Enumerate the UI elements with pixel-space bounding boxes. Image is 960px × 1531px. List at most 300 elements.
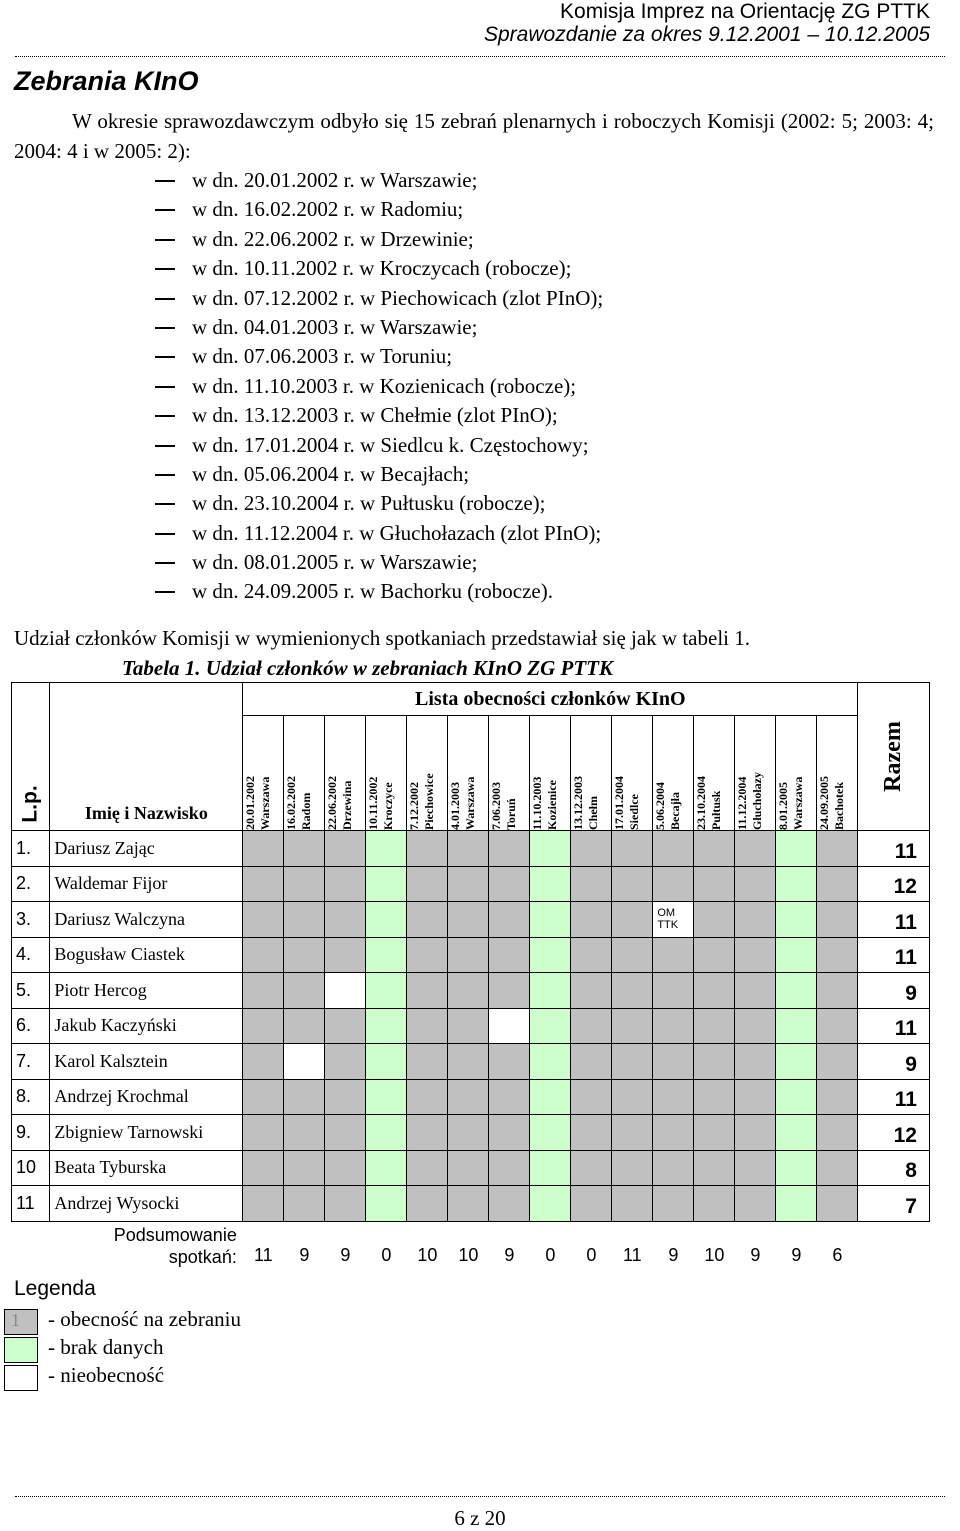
date-label: 8.01.2005	[776, 782, 791, 830]
summary-value: 10	[458, 1244, 479, 1265]
summary-value: 9	[668, 1244, 679, 1265]
meeting-item	[0, 577, 603, 606]
meeting-text: w dn. 16.02.2002 r. w Radomiu;	[192, 197, 464, 222]
place-label: Pułtusk	[709, 790, 724, 830]
summary-value: 6	[832, 1244, 843, 1265]
attendance-cell	[530, 937, 571, 973]
meeting-item	[0, 166, 603, 195]
member-name: Andrzej Wysocki	[50, 1186, 243, 1222]
attendance-cell	[407, 1008, 448, 1044]
meeting-item	[0, 284, 603, 313]
attendance-cell	[776, 973, 817, 1009]
attendance-cell	[817, 1186, 858, 1222]
row-number: 5.	[12, 973, 50, 1009]
attendance-cell	[571, 1008, 612, 1044]
attendance-cell	[325, 866, 366, 902]
date-label: 10.11.2002	[366, 776, 381, 830]
attendance-cell	[817, 866, 858, 902]
date-header	[735, 716, 776, 831]
attendance-cell	[612, 1079, 653, 1115]
attendance-cell	[489, 831, 530, 867]
meeting-text: w dn. 08.01.2005 r. w Warszawie;	[192, 550, 478, 575]
attendance-cell	[571, 1079, 612, 1115]
row-total: 9	[858, 973, 930, 1009]
meeting-text: w dn. 04.01.2003 r. w Warszawie;	[192, 314, 478, 339]
table-caption: Tabela 1. Udział członków w zebraniach KInO ZG PTTK	[122, 656, 614, 680]
attendance-cell	[243, 902, 284, 938]
attendance-cell	[776, 1186, 817, 1222]
attendance-cell	[243, 1008, 284, 1044]
attendance-cell	[284, 1044, 325, 1080]
section-title: Zebrania KInO	[14, 66, 199, 96]
attendance-cell	[366, 1079, 407, 1115]
attendance-cell	[776, 1115, 817, 1151]
date-header	[817, 716, 858, 831]
attendance-cell	[243, 831, 284, 867]
summary-value: 11	[253, 1244, 273, 1265]
attendance-cell	[653, 1186, 694, 1222]
place-label: Chełm	[586, 796, 601, 830]
intro-text: W okresie sprawozdawczym odbyło się 15 zebrań plenarnych i roboczych Komisji (2002: 5; 2003: 4; 2004: 4 i w 2005: 2):	[14, 109, 934, 163]
table-row	[12, 1150, 930, 1186]
attendance-table	[11, 682, 930, 1268]
dash-bullet	[155, 298, 175, 300]
attendance-cell	[653, 1150, 694, 1186]
attendance-cell	[284, 1008, 325, 1044]
attendance-cell	[366, 902, 407, 938]
meeting-item	[0, 548, 603, 577]
header-divider	[15, 56, 945, 57]
row-number: 7.	[12, 1044, 50, 1080]
row-number: 3.	[12, 902, 50, 938]
attendance-cell	[366, 1044, 407, 1080]
header-org: Komisja Imprez na Orientację ZG PTTK	[560, 0, 930, 23]
attendance-cell	[448, 831, 489, 867]
dash-bullet	[155, 562, 175, 564]
attendance-cell	[325, 1044, 366, 1080]
member-name: Waldemar Fijor	[50, 866, 243, 902]
attendance-cell	[448, 902, 489, 938]
attendance-cell	[735, 973, 776, 1009]
attendance-cell	[530, 831, 571, 867]
summary-value: 0	[545, 1244, 556, 1265]
attendance-cell	[694, 1186, 735, 1222]
row-total: 11	[858, 902, 930, 938]
attendance-cell	[571, 866, 612, 902]
date-header	[325, 716, 366, 831]
attendance-cell	[612, 1150, 653, 1186]
meeting-item	[0, 195, 603, 224]
attendance-cell	[571, 1044, 612, 1080]
attendance-cell	[489, 1150, 530, 1186]
dash-bullet	[155, 268, 175, 270]
meeting-text: w dn. 23.10.2004 r. w Pułtusku (robocze);	[192, 491, 546, 516]
dash-bullet	[155, 533, 175, 535]
place-label: Bachotek	[832, 782, 847, 830]
attendance-cell	[448, 1008, 489, 1044]
summary-value: 9	[340, 1244, 351, 1265]
legend	[11, 1277, 241, 1391]
row-total: 11	[858, 1079, 930, 1115]
date-label: 16.02.2002	[284, 776, 299, 830]
row-number: 10	[12, 1150, 50, 1186]
place-label: Kroczyce	[381, 782, 396, 830]
legend-present	[11, 1307, 241, 1335]
meeting-item	[0, 254, 603, 283]
attendance-cell	[366, 831, 407, 867]
legend-title: Legenda	[14, 1277, 96, 1300]
meeting-text: w dn. 10.11.2002 r. w Kroczycach (robocze);	[192, 256, 572, 281]
attendance-cell	[735, 902, 776, 938]
legend-nodata-swatch	[4, 1337, 38, 1363]
date-label: 7.06.2003	[489, 782, 504, 830]
attendance-cell	[612, 937, 653, 973]
attendance-cell	[530, 1115, 571, 1151]
attendance-cell	[366, 1150, 407, 1186]
date-header	[694, 716, 735, 831]
dash-bullet	[155, 591, 175, 593]
row-total: 11	[858, 937, 930, 973]
attendance-cell	[817, 1044, 858, 1080]
attendance-cell	[366, 937, 407, 973]
row-total: 7	[858, 1186, 930, 1222]
meeting-item	[0, 401, 603, 430]
attendance-cell	[571, 902, 612, 938]
meeting-item	[0, 431, 603, 460]
summary-value: 9	[504, 1244, 515, 1265]
attendance-cell	[284, 1079, 325, 1115]
attendance-cell	[735, 866, 776, 902]
attendance-cell	[489, 1008, 530, 1044]
attendance-cell	[284, 1115, 325, 1151]
attendance-cell	[817, 1115, 858, 1151]
attendance-cell	[776, 1044, 817, 1080]
attendance-cell	[571, 973, 612, 1009]
meetings-list	[0, 166, 603, 607]
row-total: 9	[858, 1044, 930, 1080]
table-row	[12, 866, 930, 902]
summary-value: 10	[704, 1244, 725, 1265]
summary-label-line2: spotkań:	[168, 1246, 237, 1267]
member-name: Karol Kalsztein	[50, 1044, 243, 1080]
attendance-cell	[612, 973, 653, 1009]
legend-nodata-label: - brak danych	[48, 1335, 164, 1359]
attendance-cell	[776, 1150, 817, 1186]
lista-header: Lista obecności członków KInO	[243, 683, 858, 716]
attendance-cell	[407, 1186, 448, 1222]
date-label: 20.01.2002	[243, 776, 258, 830]
attendance-cell	[735, 1186, 776, 1222]
attendance-cell	[571, 1115, 612, 1151]
attendance-cell	[653, 1008, 694, 1044]
attendance-cell	[448, 937, 489, 973]
attendance-cell	[448, 1079, 489, 1115]
attendance-cell	[325, 973, 366, 1009]
attendance-cell	[571, 1186, 612, 1222]
member-name: Jakub Kaczyński	[50, 1008, 243, 1044]
legend-present-label: - obecność na zebraniu	[48, 1307, 241, 1331]
row-number: 11	[12, 1186, 50, 1222]
attendance-cell	[407, 866, 448, 902]
dash-bullet	[155, 445, 175, 447]
place-label: Warszawa	[258, 776, 273, 830]
header-period: Sprawozdanie za okres 9.12.2001 – 10.12.2005	[484, 23, 930, 46]
attendance-cell	[817, 1079, 858, 1115]
total-header: Razem	[858, 683, 930, 831]
attendance-cell	[776, 902, 817, 938]
attendance-cell	[612, 831, 653, 867]
cell-note: OM TTK	[657, 907, 679, 932]
legend-nodata	[14, 1335, 164, 1363]
attendance-cell	[735, 1079, 776, 1115]
summary-label	[12, 1221, 243, 1268]
attendance-cell	[530, 902, 571, 938]
attendance-cell	[653, 866, 694, 902]
date-header	[284, 716, 325, 831]
attendance-cell	[325, 902, 366, 938]
attendance-cell	[407, 902, 448, 938]
footer-divider	[15, 1496, 945, 1497]
meeting-item	[0, 313, 603, 342]
attendance-cell	[612, 1115, 653, 1151]
place-label: Głuchołazy	[750, 771, 765, 830]
attendance-cell	[448, 1044, 489, 1080]
attendance-cell	[366, 1008, 407, 1044]
summary-row	[12, 1221, 930, 1268]
attendance-cell	[571, 937, 612, 973]
legend-absent	[14, 1363, 165, 1391]
attendance-cell	[284, 902, 325, 938]
attendance-cell	[407, 1079, 448, 1115]
dash-bullet	[155, 327, 175, 329]
attendance-cell	[653, 1044, 694, 1080]
row-total: 12	[858, 866, 930, 902]
attendance-cell	[325, 1079, 366, 1115]
dash-bullet	[155, 209, 175, 211]
attendance-cell	[653, 973, 694, 1009]
attendance-cell	[325, 1150, 366, 1186]
meeting-item	[0, 489, 603, 518]
dash-bullet	[155, 180, 175, 182]
meeting-item	[0, 460, 603, 489]
table-row	[12, 1079, 930, 1115]
table-row	[12, 1186, 930, 1222]
attendance-cell	[530, 1044, 571, 1080]
date-label: 22.06.2002	[325, 776, 340, 830]
attendance-cell	[489, 1079, 530, 1115]
attendance-cell	[366, 866, 407, 902]
attendance-cell	[366, 1186, 407, 1222]
date-label: 11.10.2003	[530, 776, 545, 830]
lp-header: L.p.	[12, 683, 50, 831]
summary-label-line1: Podsumowanie	[113, 1224, 237, 1245]
meeting-text: w dn. 05.06.2004 r. w Becajłach;	[192, 461, 470, 486]
attendance-cell	[612, 1186, 653, 1222]
attendance-cell	[530, 1079, 571, 1115]
attendance-cell	[735, 937, 776, 973]
attendance-cell	[489, 1115, 530, 1151]
date-label: 13.12.2003	[571, 776, 586, 830]
intro-paragraph	[14, 106, 934, 166]
meeting-item	[0, 519, 603, 548]
attendance-cell	[407, 831, 448, 867]
attendance-cell	[735, 1150, 776, 1186]
date-label: 17.01.2004	[612, 776, 627, 830]
attendance-cell	[284, 1186, 325, 1222]
date-label: 24.09.2005	[817, 776, 832, 830]
table-row	[12, 831, 930, 867]
meeting-item	[0, 372, 603, 401]
dash-bullet	[155, 386, 175, 388]
table-row	[12, 1115, 930, 1151]
summary-value: 0	[586, 1244, 597, 1265]
date-header	[571, 716, 612, 831]
meeting-text: w dn. 17.01.2004 r. w Siedlcu k. Częstochowy;	[192, 432, 589, 457]
dash-bullet	[155, 415, 175, 417]
attendance-cell	[694, 1079, 735, 1115]
date-label: 4.01.2003	[448, 782, 463, 830]
attendance-cell	[776, 866, 817, 902]
attendance-cell	[530, 1150, 571, 1186]
row-number: 8.	[12, 1079, 50, 1115]
attendance-cell	[817, 1150, 858, 1186]
attendance-cell	[284, 937, 325, 973]
attendance-cell	[735, 1115, 776, 1151]
attendance-cell	[694, 1150, 735, 1186]
date-label: 11.12.2004	[735, 776, 750, 830]
attendance-cell	[817, 937, 858, 973]
attendance-cell	[243, 1115, 284, 1151]
date-header	[366, 716, 407, 831]
attendance-cell	[407, 1115, 448, 1151]
summary-value: 11	[622, 1244, 642, 1265]
place-label: Siedlce	[627, 794, 642, 830]
dash-bullet	[155, 239, 175, 241]
attendance-cell	[571, 1150, 612, 1186]
place-label: Becajła	[668, 792, 683, 830]
meeting-text: w dn. 13.12.2003 r. w Chełmie (zlot PInO);	[192, 403, 558, 428]
attendance-cell	[694, 1044, 735, 1080]
attendance-cell	[489, 1186, 530, 1222]
attendance-cell	[407, 1044, 448, 1080]
legend-absent-swatch	[4, 1365, 38, 1391]
attendance-cell	[325, 1115, 366, 1151]
summary-value: 10	[417, 1244, 438, 1265]
attendance-cell	[407, 1150, 448, 1186]
summary-value: 9	[299, 1244, 310, 1265]
name-header: Imię i Nazwisko	[50, 683, 243, 831]
summary-value: 9	[791, 1244, 802, 1265]
attendance-cell	[366, 1115, 407, 1151]
attendance-cell	[407, 937, 448, 973]
meeting-item	[0, 225, 603, 254]
dash-bullet	[155, 356, 175, 358]
dash-bullet	[155, 503, 175, 505]
attendance-cell	[776, 1079, 817, 1115]
row-number: 2.	[12, 866, 50, 902]
attendance-cell	[694, 1008, 735, 1044]
attendance-cell	[243, 1044, 284, 1080]
summary-value: 9	[750, 1244, 761, 1265]
member-name: Dariusz Zając	[50, 831, 243, 867]
member-name: Dariusz Walczyna	[50, 902, 243, 938]
row-total: 11	[858, 1008, 930, 1044]
attendance-cell	[325, 937, 366, 973]
table-row	[12, 1008, 930, 1044]
place-label: Warszawa	[463, 776, 478, 830]
summary-value: 0	[381, 1244, 392, 1265]
attendance-cell	[694, 831, 735, 867]
attendance-cell	[776, 937, 817, 973]
attendance-cell	[489, 866, 530, 902]
attendance-cell	[817, 902, 858, 938]
place-label: Radom	[299, 792, 314, 830]
member-name: Beata Tyburska	[50, 1150, 243, 1186]
date-header	[530, 716, 571, 831]
row-total: 11	[858, 831, 930, 867]
row-number: 6.	[12, 1008, 50, 1044]
legend-present-swatch: 1	[4, 1309, 38, 1335]
row-number: 4.	[12, 937, 50, 973]
row-total: 8	[858, 1150, 930, 1186]
table-row	[12, 973, 930, 1009]
attendance-cell	[612, 866, 653, 902]
table-row	[12, 937, 930, 973]
attendance-cell	[243, 1186, 284, 1222]
attendance-cell	[612, 902, 653, 938]
attendance-cell	[694, 866, 735, 902]
attendance-cell	[612, 1008, 653, 1044]
attendance-cell	[530, 1186, 571, 1222]
summary-text: Udział członków Komisji w wymienionych spotkaniach przedstawiał się jak w tabeli 1.	[14, 626, 750, 650]
meeting-item	[0, 342, 603, 371]
attendance-cell	[817, 973, 858, 1009]
date-header	[243, 716, 284, 831]
attendance-cell	[817, 1008, 858, 1044]
meeting-text: w dn. 24.09.2005 r. w Bachorku (robocze).	[192, 579, 553, 604]
row-total: 12	[858, 1115, 930, 1151]
attendance-cell	[530, 866, 571, 902]
member-name: Piotr Hercog	[50, 973, 243, 1009]
member-name: Bogusław Ciastek	[50, 937, 243, 973]
attendance-cell	[243, 1079, 284, 1115]
attendance-cell	[448, 1115, 489, 1151]
attendance-cell	[489, 937, 530, 973]
attendance-cell	[817, 831, 858, 867]
attendance-cell	[653, 831, 694, 867]
attendance-cell	[448, 1186, 489, 1222]
attendance-cell	[694, 902, 735, 938]
date-header	[489, 716, 530, 831]
meeting-text: w dn. 07.12.2002 r. w Piechowicach (zlot PInO);	[192, 285, 604, 310]
date-header	[776, 716, 817, 831]
page-header	[484, 0, 930, 46]
page-number: 6 z 20	[454, 1506, 506, 1530]
attendance-cell	[735, 1044, 776, 1080]
date-header	[407, 716, 448, 831]
place-label: Toruń	[504, 798, 519, 830]
row-number: 1.	[12, 831, 50, 867]
attendance-cell	[776, 831, 817, 867]
attendance-cell	[571, 831, 612, 867]
attendance-cell	[489, 1044, 530, 1080]
attendance-cell	[325, 1186, 366, 1222]
attendance-cell	[735, 831, 776, 867]
attendance-cell	[284, 866, 325, 902]
attendance-cell	[489, 902, 530, 938]
table-row	[12, 902, 930, 938]
member-name: Andrzej Krochmal	[50, 1079, 243, 1115]
